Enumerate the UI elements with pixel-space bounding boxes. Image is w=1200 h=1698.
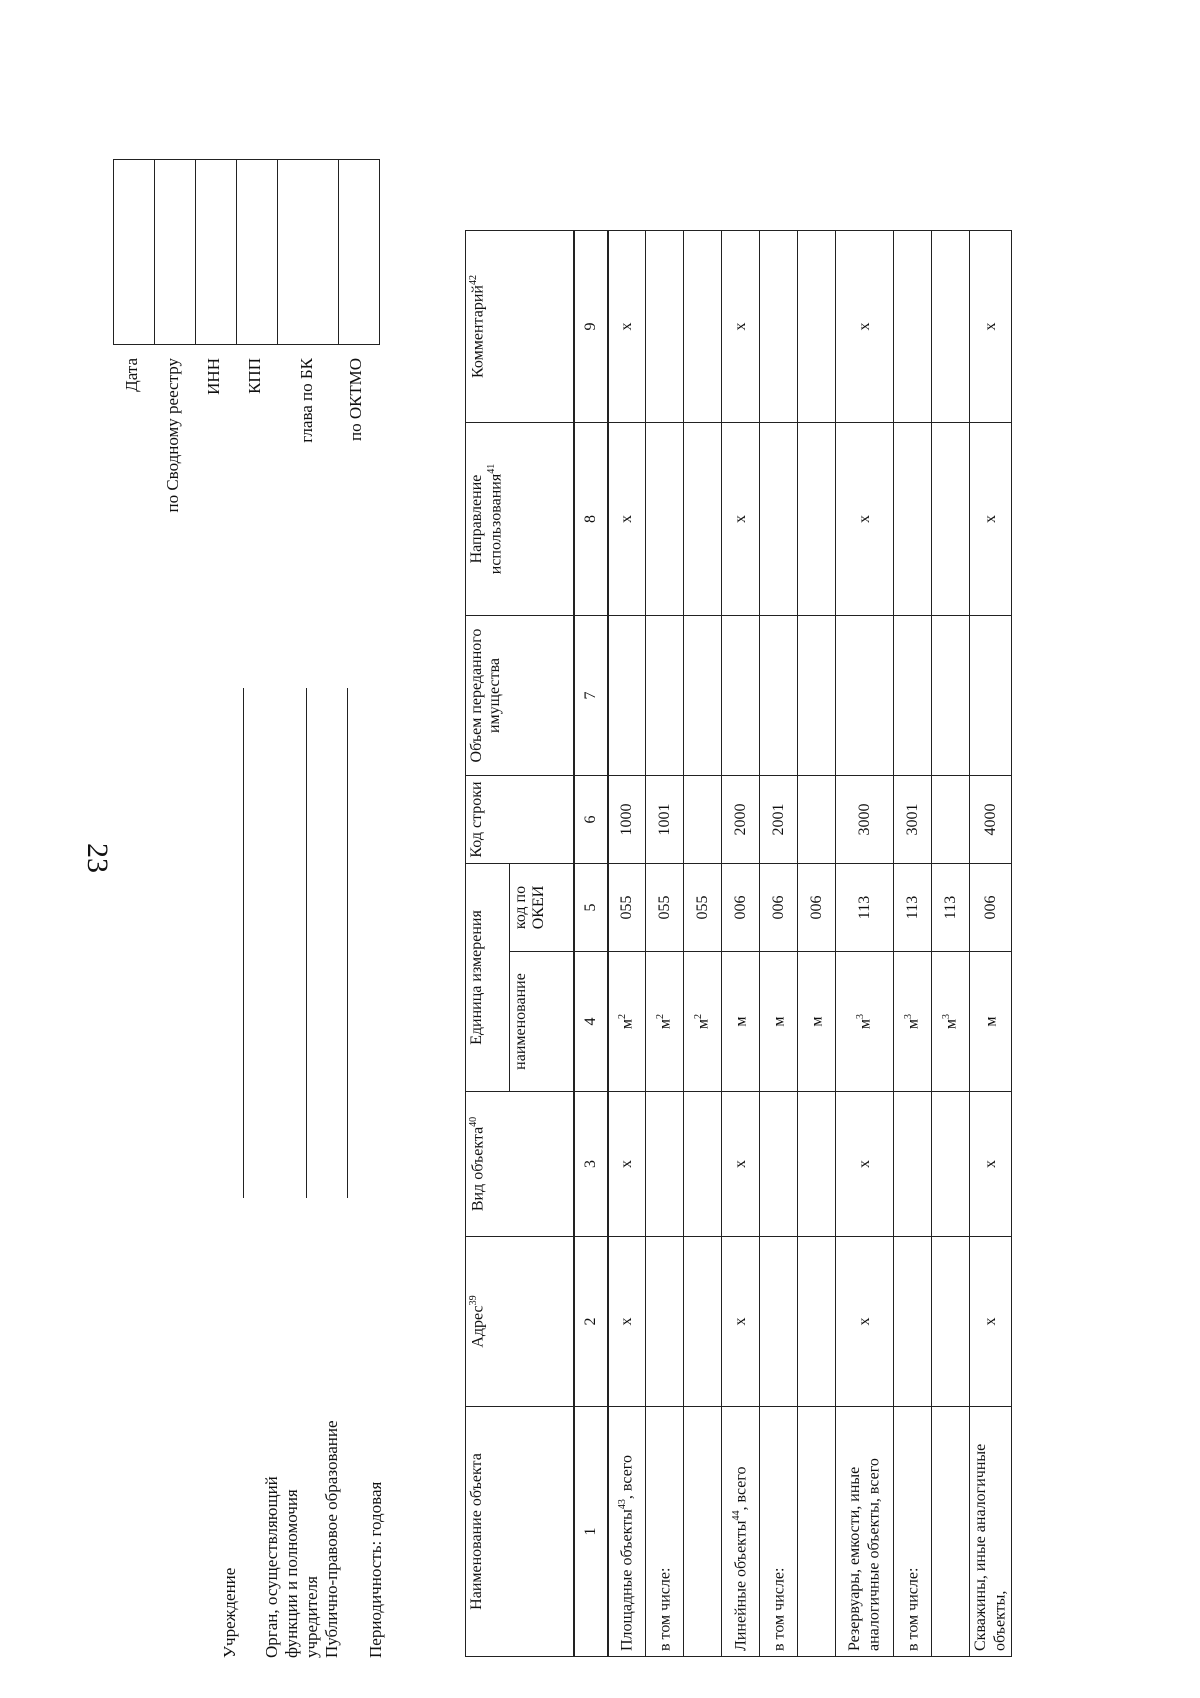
line-code-cell: 3000 bbox=[836, 776, 894, 864]
direction-cell bbox=[684, 423, 722, 616]
direction-cell bbox=[894, 423, 932, 616]
kind-cell: x bbox=[722, 1092, 760, 1237]
column-number: 1 bbox=[574, 1407, 608, 1657]
object-name-cell: Резервуары, емкости, иные аналогичные объекты, всего bbox=[836, 1407, 894, 1657]
direction-cell: x bbox=[970, 423, 1012, 616]
municipality-label: Публично-правовое образование bbox=[322, 1420, 341, 1658]
comment-cell: x bbox=[608, 231, 646, 423]
code-oktmo-cell[interactable] bbox=[339, 160, 380, 345]
okei-code-cell: 055 bbox=[646, 864, 684, 952]
direction-cell: x bbox=[722, 423, 760, 616]
kind-cell bbox=[760, 1092, 798, 1237]
page-number: 23 bbox=[81, 843, 114, 873]
unit-name-cell: $м^2$ bbox=[646, 952, 684, 1092]
kind-cell bbox=[932, 1092, 970, 1237]
table-row bbox=[894, 231, 932, 1657]
header-kind: Вид объекта$^{40}$ bbox=[466, 1092, 574, 1237]
table-row bbox=[608, 231, 646, 1657]
line-code-cell bbox=[932, 776, 970, 864]
code-registry-label: по Сводному реестру bbox=[163, 358, 182, 513]
direction-cell bbox=[798, 423, 836, 616]
address-cell: x bbox=[836, 1237, 894, 1407]
object-name-cell: Скважины, иные аналогичные объекты, bbox=[970, 1407, 1012, 1657]
table-row bbox=[760, 231, 798, 1657]
comment-cell bbox=[760, 231, 798, 423]
table-row bbox=[722, 231, 760, 1657]
line-code-cell: 1001 bbox=[646, 776, 684, 864]
unit-name-cell: $м^3$ bbox=[932, 952, 970, 1092]
address-cell bbox=[932, 1237, 970, 1407]
object-name-cell bbox=[932, 1407, 970, 1657]
kind-cell: x bbox=[608, 1092, 646, 1237]
code-date-label: Дата bbox=[122, 358, 141, 392]
code-chapter-cell[interactable] bbox=[278, 160, 339, 345]
line-code-cell: 2000 bbox=[722, 776, 760, 864]
direction-cell: x bbox=[608, 423, 646, 616]
direction-cell bbox=[760, 423, 798, 616]
municipality-line bbox=[347, 688, 348, 1198]
header-comment: Комментарий$^{42}$ bbox=[466, 231, 574, 423]
unit-name-cell: м bbox=[722, 952, 760, 1092]
header-unit-code: код по ОКЕИ bbox=[510, 864, 574, 952]
okei-code-cell: 113 bbox=[894, 864, 932, 952]
address-cell bbox=[798, 1237, 836, 1407]
periodicity-label: Периодичность: годовая bbox=[366, 1481, 385, 1658]
unit-name-cell: $м^2$ bbox=[608, 952, 646, 1092]
institution-label: Учреждение bbox=[220, 1567, 239, 1658]
column-number: 5 bbox=[574, 864, 608, 952]
line-code-cell: 4000 bbox=[970, 776, 1012, 864]
volume-cell bbox=[836, 616, 894, 776]
table-row bbox=[684, 231, 722, 1657]
okei-code-cell: 006 bbox=[970, 864, 1012, 952]
column-number: 8 bbox=[574, 423, 608, 616]
object-name-cell: Площадные объекты$^{43}$, всего bbox=[608, 1407, 646, 1657]
table-row bbox=[836, 231, 894, 1657]
line-code-cell: 1000 bbox=[608, 776, 646, 864]
code-inn-label: ИНН bbox=[204, 358, 223, 395]
column-number: 7 bbox=[574, 616, 608, 776]
direction-cell bbox=[646, 423, 684, 616]
object-name-cell: Линейные объекты$^{44}$, всего bbox=[722, 1407, 760, 1657]
kind-cell: x bbox=[836, 1092, 894, 1237]
volume-cell bbox=[684, 616, 722, 776]
okei-code-cell: 055 bbox=[684, 864, 722, 952]
unit-name-cell: $м^3$ bbox=[836, 952, 894, 1092]
founder-label: Орган, осуществляющий функции и полномочия учредителя bbox=[262, 1476, 321, 1658]
kind-cell bbox=[646, 1092, 684, 1237]
address-cell: x bbox=[722, 1237, 760, 1407]
address-cell: x bbox=[608, 1237, 646, 1407]
code-kpp-cell[interactable] bbox=[237, 160, 278, 345]
line-code-cell bbox=[684, 776, 722, 864]
volume-cell bbox=[970, 616, 1012, 776]
column-numbers-row bbox=[574, 231, 608, 1657]
code-chapter-label: глава по БК bbox=[297, 358, 316, 443]
column-number: 9 bbox=[574, 231, 608, 423]
header-direction: Направление использования$^{41}$ bbox=[466, 423, 574, 616]
okei-code-cell: 006 bbox=[722, 864, 760, 952]
comment-cell: x bbox=[722, 231, 760, 423]
table-row bbox=[646, 231, 684, 1657]
comment-cell bbox=[932, 231, 970, 423]
address-cell bbox=[646, 1237, 684, 1407]
kind-cell bbox=[684, 1092, 722, 1237]
volume-cell bbox=[894, 616, 932, 776]
volume-cell bbox=[608, 616, 646, 776]
volume-cell bbox=[798, 616, 836, 776]
header-address: Адрес$^{39}$ bbox=[466, 1237, 574, 1407]
object-name-cell bbox=[684, 1407, 722, 1657]
kind-cell bbox=[798, 1092, 836, 1237]
unit-name-cell: $м^2$ bbox=[684, 952, 722, 1092]
header-volume: Объем переданного имущества bbox=[466, 616, 574, 776]
table-row bbox=[932, 231, 970, 1657]
founder-line bbox=[306, 688, 307, 1198]
line-code-cell bbox=[798, 776, 836, 864]
address-cell bbox=[760, 1237, 798, 1407]
code-kpp-label: КПП bbox=[245, 358, 264, 394]
institution-line bbox=[243, 688, 244, 1198]
okei-code-cell: 055 bbox=[608, 864, 646, 952]
code-date-cell[interactable] bbox=[114, 160, 155, 345]
comment-cell bbox=[798, 231, 836, 423]
address-cell bbox=[684, 1237, 722, 1407]
comment-cell bbox=[894, 231, 932, 423]
object-name-cell: в том числе: bbox=[646, 1407, 684, 1657]
column-number: 6 bbox=[574, 776, 608, 864]
volume-cell bbox=[932, 616, 970, 776]
column-number: 4 bbox=[574, 952, 608, 1092]
address-cell: x bbox=[970, 1237, 1012, 1407]
header-name: Наименование объекта bbox=[466, 1407, 574, 1657]
comment-cell: x bbox=[970, 231, 1012, 423]
okei-code-cell: 113 bbox=[932, 864, 970, 952]
table-row bbox=[798, 231, 836, 1657]
direction-cell bbox=[932, 423, 970, 616]
line-code-cell: 3001 bbox=[894, 776, 932, 864]
column-number: 2 bbox=[574, 1237, 608, 1407]
okei-code-cell: 006 bbox=[798, 864, 836, 952]
header-unit-name: наименование bbox=[510, 952, 574, 1092]
object-name-cell: в том числе: bbox=[894, 1407, 932, 1657]
volume-cell bbox=[646, 616, 684, 776]
objects-table bbox=[465, 230, 1012, 1657]
unit-name-cell: м bbox=[760, 952, 798, 1092]
table-row bbox=[970, 231, 1012, 1657]
kind-cell bbox=[894, 1092, 932, 1237]
unit-name-cell: $м^3$ bbox=[894, 952, 932, 1092]
object-name-cell bbox=[798, 1407, 836, 1657]
comment-cell: x bbox=[836, 231, 894, 423]
direction-cell: x bbox=[836, 423, 894, 616]
comment-cell bbox=[646, 231, 684, 423]
object-name-cell: в том числе: bbox=[760, 1407, 798, 1657]
code-registry-cell[interactable] bbox=[155, 160, 196, 345]
volume-cell bbox=[760, 616, 798, 776]
comment-cell bbox=[684, 231, 722, 423]
code-inn-cell[interactable] bbox=[196, 160, 237, 345]
kind-cell: x bbox=[970, 1092, 1012, 1237]
line-code-cell: 2001 bbox=[760, 776, 798, 864]
codes-table bbox=[113, 159, 380, 345]
okei-code-cell: 113 bbox=[836, 864, 894, 952]
header-unit: Единица измерения bbox=[466, 864, 510, 1092]
volume-cell bbox=[722, 616, 760, 776]
okei-code-cell: 006 bbox=[760, 864, 798, 952]
unit-name-cell: м bbox=[798, 952, 836, 1092]
unit-name-cell: м bbox=[970, 952, 1012, 1092]
header-line-code: Код строки bbox=[466, 776, 574, 864]
column-number: 3 bbox=[574, 1092, 608, 1237]
code-oktmo-label: по ОКТМО bbox=[346, 358, 365, 442]
address-cell bbox=[894, 1237, 932, 1407]
